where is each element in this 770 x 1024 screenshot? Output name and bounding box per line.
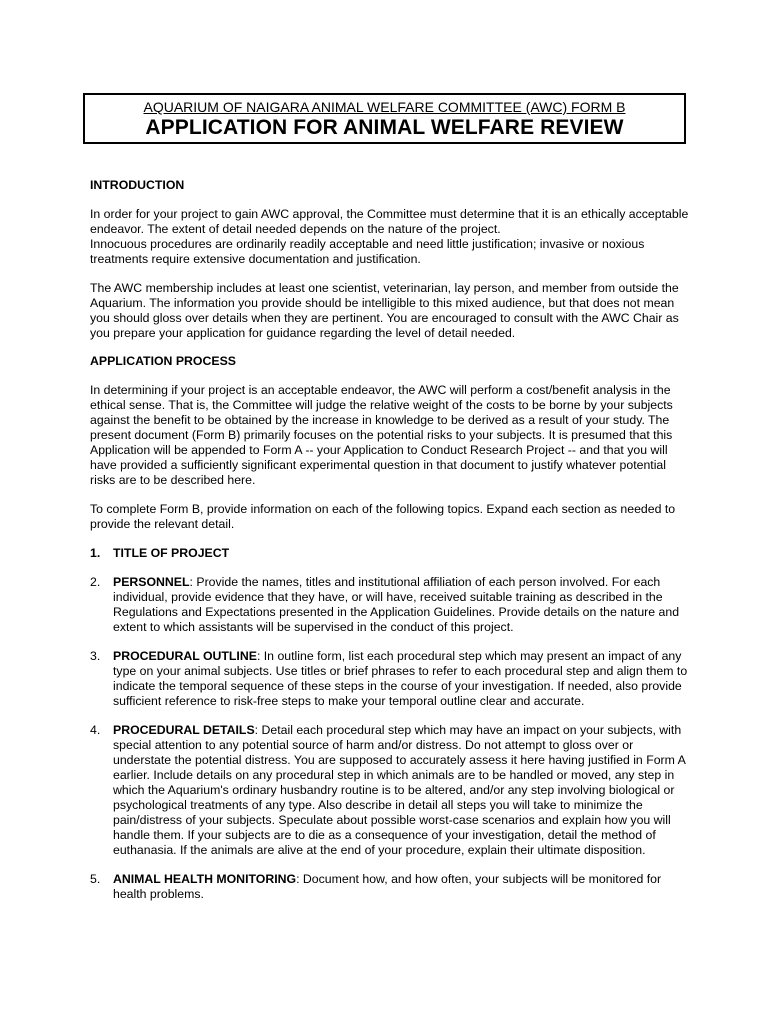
list-item-text: : Detail each procedural step which may have an impact on your subjects, with special attention to any potential source of harm and/or distress. Do not attempt to gloss over or understate the potential distress. You are supposed to accurately assess it here having justified in Form A earlier. Include details on any procedural step in which animals are to be handled or moved, any step in which the Aquarium's ordinary husbandry routine is to be altered, and/or any step involving biological or psychological treatments of any type. Also describe in detail all steps you will take to minimize the pain/distress of your subjects. Speculate about possible worst-case scenarios and explain how you will handle them. If your subjects are to die as a consequence of your investigation, detail the method of euthanasia. If the animals are alive at the end of your procedure, explain their ultimate disposition. bbox=[113, 723, 686, 857]
introduction-heading: INTRODUCTION bbox=[90, 178, 185, 192]
list-item-procedural-details bbox=[90, 723, 690, 858]
committee-title: AQUARIUM OF NAIGARA ANIMAL WELFARE COMMITTEE (AWC) FORM B bbox=[143, 99, 626, 115]
list-item-title-of-project bbox=[90, 546, 690, 561]
application-process-heading: APPLICATION PROCESS bbox=[90, 354, 236, 368]
introduction-paragraph-1a: In order for your project to gain AWC approval, the Committee must determine that it is an ethically acceptable endeavor. The extent of detail needed depends on the nature of the project. bbox=[90, 207, 689, 236]
introduction-paragraph-1b: Innocuous procedures are ordinarily readily acceptable and need little justification; invasive or noxious treatments require extensive documentation and justification. bbox=[90, 237, 645, 266]
list-item-number: 4. bbox=[90, 723, 101, 737]
list-item-text: : Document how, and how often, your subjects will be monitored for health problems. bbox=[113, 872, 662, 901]
form-main-title: APPLICATION FOR ANIMAL WELFARE REVIEW bbox=[145, 116, 624, 139]
introduction-paragraph-2: The AWC membership includes at least one scientist, veterinarian, lay person, and member from outside the Aquarium. The information you provide should be intelligible to this mixed audience, but that does not mean you should gloss over details when they are pertinent. You are encouraged to consult with the AWC Chair as you prepare your application for guidance regarding the level of detail needed. bbox=[90, 281, 679, 340]
list-item-personnel bbox=[90, 575, 690, 635]
application-process-paragraph-1: In determining if your project is an acceptable endeavor, the AWC will perform a cost/benefit analysis in the ethical sense. That is, the Committee will judge the relative weight of the costs to be borne by your subjects against the benefit to be obtained by the increase in knowledge to be derived as a result of your study. The present document (Form B) primarily focuses on the potential risks to your subjects. It is presumed that this Application will be appended to Form A -- your Application to Conduct Research Project -- and that you will have provided a sufficiently significant experimental question in that document to justify whatever potential risks are to be described here. bbox=[90, 383, 673, 487]
list-item-text: : In outline form, list each procedural step which may present an impact of any type on your animal subjects. Use titles or brief phrases to refer to each procedural step and align them to indicate the temporal sequence of these steps in the course of your investigation. If needed, also provide sufficient reference to risk-free steps to make your temporal outline clear and accurate. bbox=[113, 649, 688, 708]
form-title-box bbox=[83, 93, 686, 144]
list-item-number: 2. bbox=[90, 575, 101, 589]
list-item-animal-health-monitoring bbox=[90, 872, 690, 902]
list-item-heading: TITLE OF PROJECT bbox=[113, 546, 230, 560]
list-item-number: 3. bbox=[90, 649, 101, 663]
list-item-text: : Provide the names, titles and institutional affiliation of each person involved. For each individual, provide evidence that they have, or will have, received suitable training as described in the Regulations and Expectations presented in the Application Guidelines. Provide details on the nature and extent to which assistants will be supervised in the conduct of this project. bbox=[113, 575, 680, 634]
list-item-heading: PROCEDURAL OUTLINE bbox=[113, 649, 257, 663]
application-process-paragraph-2: To complete Form B, provide information on each of the following topics. Expand each section as needed to provide the relevant detail. bbox=[90, 502, 676, 531]
list-item-number: 1. bbox=[90, 546, 101, 560]
document-body bbox=[90, 178, 690, 902]
list-item-procedural-outline bbox=[90, 649, 690, 709]
list-item-number: 5. bbox=[90, 872, 101, 886]
list-item-heading: PERSONNEL bbox=[113, 575, 190, 589]
list-item-heading: ANIMAL HEALTH MONITORING bbox=[113, 872, 297, 886]
list-item-heading: PROCEDURAL DETAILS bbox=[113, 723, 255, 737]
